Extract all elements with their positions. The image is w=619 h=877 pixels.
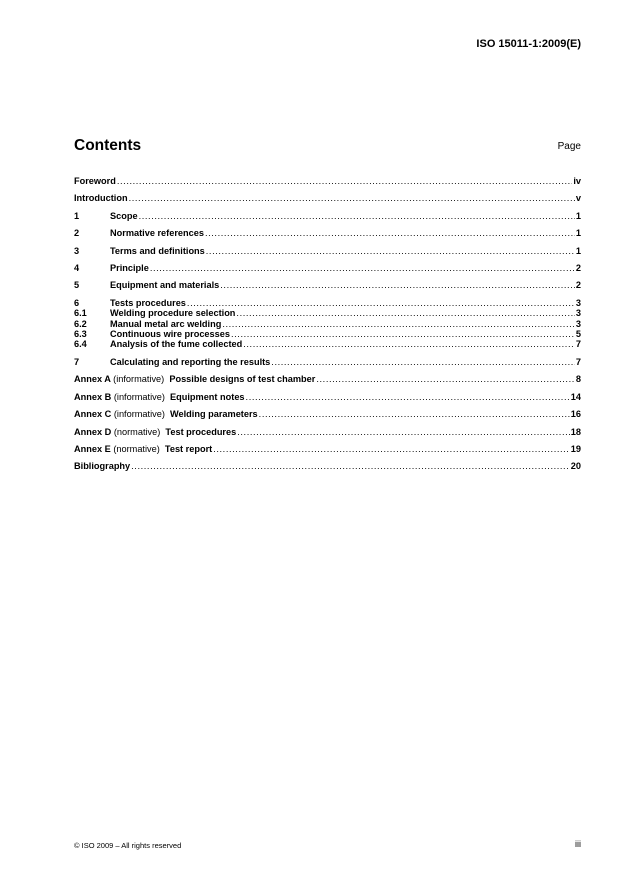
annex-type: (normative) bbox=[113, 443, 160, 454]
dot-leader bbox=[316, 374, 575, 384]
toc-entry-title bbox=[74, 461, 130, 471]
toc-entry[interactable] bbox=[74, 461, 581, 471]
toc-entry-title bbox=[110, 357, 270, 367]
toc-entry-text: Normative references bbox=[110, 228, 204, 239]
annex-type: (normative) bbox=[113, 426, 161, 437]
toc-entry-page: 1 bbox=[575, 245, 581, 256]
toc-entry-number: 6 bbox=[74, 297, 80, 308]
toc-entry-number: 1 bbox=[74, 210, 80, 221]
toc-entry[interactable] bbox=[74, 280, 581, 290]
toc-entry[interactable] bbox=[74, 392, 581, 402]
toc-entry[interactable] bbox=[74, 339, 581, 349]
toc-entry-text: Foreword bbox=[74, 176, 116, 186]
toc-entry-page: 2 bbox=[575, 280, 581, 291]
toc-entry-title bbox=[110, 228, 204, 238]
toc-entry-page: 8 bbox=[575, 374, 581, 385]
toc-entry-page: 19 bbox=[570, 443, 581, 454]
annex-label: Annex A bbox=[74, 374, 111, 385]
toc-entry[interactable] bbox=[74, 357, 581, 367]
dot-leader bbox=[213, 444, 570, 454]
toc-entry[interactable] bbox=[74, 228, 581, 238]
toc-entry-page: 7 bbox=[575, 356, 581, 367]
toc-entry-text: Welding parameters bbox=[170, 409, 258, 420]
toc-entry-number: 6.1 bbox=[74, 308, 87, 319]
dot-leader bbox=[243, 339, 575, 349]
toc-entry-title bbox=[110, 211, 138, 221]
toc-entry[interactable] bbox=[74, 176, 581, 186]
toc-entry-text: Equipment notes bbox=[170, 391, 245, 402]
toc-entry-text: Scope bbox=[110, 210, 138, 221]
toc-entry[interactable] bbox=[74, 427, 581, 437]
toc-entry[interactable] bbox=[74, 246, 581, 256]
toc-entry-text: Analysis of the fume collected bbox=[110, 339, 243, 350]
toc-entry-title bbox=[110, 319, 221, 329]
toc-entry-title bbox=[74, 444, 212, 454]
toc-entry-text: Welding procedure selection bbox=[110, 308, 236, 319]
toc-entry-number: 4 bbox=[74, 263, 80, 274]
toc-entry-text: Equipment and materials bbox=[110, 280, 220, 291]
toc-entry-page: iv bbox=[573, 176, 581, 186]
toc-entry-number: 6.4 bbox=[74, 339, 87, 350]
toc-entry[interactable] bbox=[74, 329, 581, 339]
toc-entry-title bbox=[74, 427, 236, 437]
annex-label: Annex B bbox=[74, 391, 112, 402]
toc-entry-text: Bibliography bbox=[74, 461, 131, 472]
copyright-notice: © ISO 2009 – All rights reserved bbox=[74, 841, 182, 850]
toc-entry-text: Introduction bbox=[74, 193, 128, 204]
toc-entry-text: Terms and definitions bbox=[110, 245, 205, 256]
toc-entry-text: Continuous wire processes bbox=[110, 329, 230, 340]
toc-entry-title bbox=[110, 329, 230, 339]
toc-entry-text: Principle bbox=[110, 263, 149, 274]
dot-leader bbox=[131, 461, 570, 471]
dot-leader bbox=[237, 427, 570, 437]
contents-heading: Contents bbox=[74, 137, 142, 154]
annex-label: Annex D bbox=[74, 426, 112, 437]
dot-leader bbox=[259, 409, 570, 419]
toc-entry[interactable] bbox=[74, 308, 581, 318]
dot-leader bbox=[222, 319, 575, 329]
page-column-label: Page bbox=[557, 141, 581, 152]
table-of-contents bbox=[74, 176, 581, 472]
toc-entry-number: 6.2 bbox=[74, 318, 87, 329]
toc-entry-number: 2 bbox=[74, 228, 80, 239]
toc-entry-page: 3 bbox=[575, 318, 581, 329]
dot-leader bbox=[236, 308, 574, 318]
toc-entry-title bbox=[110, 280, 219, 290]
toc-entry[interactable] bbox=[74, 263, 581, 273]
toc-entry-text: Calculating and reporting the results bbox=[110, 356, 271, 367]
toc-entry[interactable] bbox=[74, 298, 581, 308]
toc-entry-title bbox=[110, 263, 149, 273]
dot-leader bbox=[150, 263, 575, 273]
toc-entry-number: 7 bbox=[74, 356, 80, 367]
dot-leader bbox=[187, 298, 575, 308]
toc-entry-text: Possible designs of test chamber bbox=[169, 374, 316, 385]
toc-entry-title bbox=[110, 339, 242, 349]
dot-leader bbox=[231, 329, 575, 339]
dot-leader bbox=[117, 176, 572, 186]
annex-label: Annex C bbox=[74, 409, 112, 420]
annex-type: (informative) bbox=[113, 409, 165, 420]
toc-entry-number: 3 bbox=[74, 245, 80, 256]
toc-entry[interactable] bbox=[74, 193, 581, 203]
toc-entry-page: 1 bbox=[575, 228, 581, 239]
toc-entry-page: v bbox=[575, 193, 581, 204]
toc-entry-text: Test procedures bbox=[165, 426, 237, 437]
toc-entry-title bbox=[74, 176, 116, 186]
toc-entry-page: 3 bbox=[575, 297, 581, 308]
toc-entry-page: 3 bbox=[575, 308, 581, 319]
toc-entry-page: 20 bbox=[570, 461, 581, 472]
toc-entry-title bbox=[74, 409, 258, 419]
annex-type: (informative) bbox=[113, 374, 165, 385]
dot-leader bbox=[129, 193, 575, 203]
toc-entry[interactable] bbox=[74, 409, 581, 419]
toc-entry-text: Manual metal arc welding bbox=[110, 318, 222, 329]
toc-entry[interactable] bbox=[74, 374, 581, 384]
toc-entry-title bbox=[74, 392, 245, 402]
toc-entry-page: 7 bbox=[575, 339, 581, 350]
page-number: iii bbox=[575, 839, 581, 849]
dot-leader bbox=[139, 211, 575, 221]
toc-entry-text: Tests procedures bbox=[110, 297, 186, 308]
toc-entry-page: 5 bbox=[575, 329, 581, 340]
toc-entry[interactable] bbox=[74, 211, 581, 221]
toc-entry-title bbox=[110, 298, 186, 308]
toc-entry-page: 18 bbox=[570, 426, 581, 437]
document-id: ISO 15011-1:2009(E) bbox=[476, 38, 581, 50]
toc-entry-page: 2 bbox=[575, 263, 581, 274]
toc-entry-text: Test report bbox=[164, 443, 213, 454]
dot-leader bbox=[246, 392, 570, 402]
toc-entry-title bbox=[74, 193, 128, 203]
toc-entry-title bbox=[74, 374, 315, 384]
toc-entry-page: 14 bbox=[570, 391, 581, 402]
toc-entry[interactable] bbox=[74, 444, 581, 454]
annex-label: Annex E bbox=[74, 443, 111, 454]
toc-entry-number: 6.3 bbox=[74, 329, 87, 340]
toc-entry-number: 5 bbox=[74, 280, 80, 291]
dot-leader bbox=[206, 246, 575, 256]
annex-type: (informative) bbox=[113, 391, 165, 402]
toc-entry-title bbox=[110, 246, 205, 256]
dot-leader bbox=[205, 228, 575, 238]
toc-entry-title bbox=[110, 308, 235, 318]
dot-leader bbox=[271, 357, 575, 367]
dot-leader bbox=[220, 280, 575, 290]
toc-entry[interactable] bbox=[74, 319, 581, 329]
toc-entry-page: 1 bbox=[575, 210, 581, 221]
toc-entry-page: 16 bbox=[570, 409, 581, 420]
